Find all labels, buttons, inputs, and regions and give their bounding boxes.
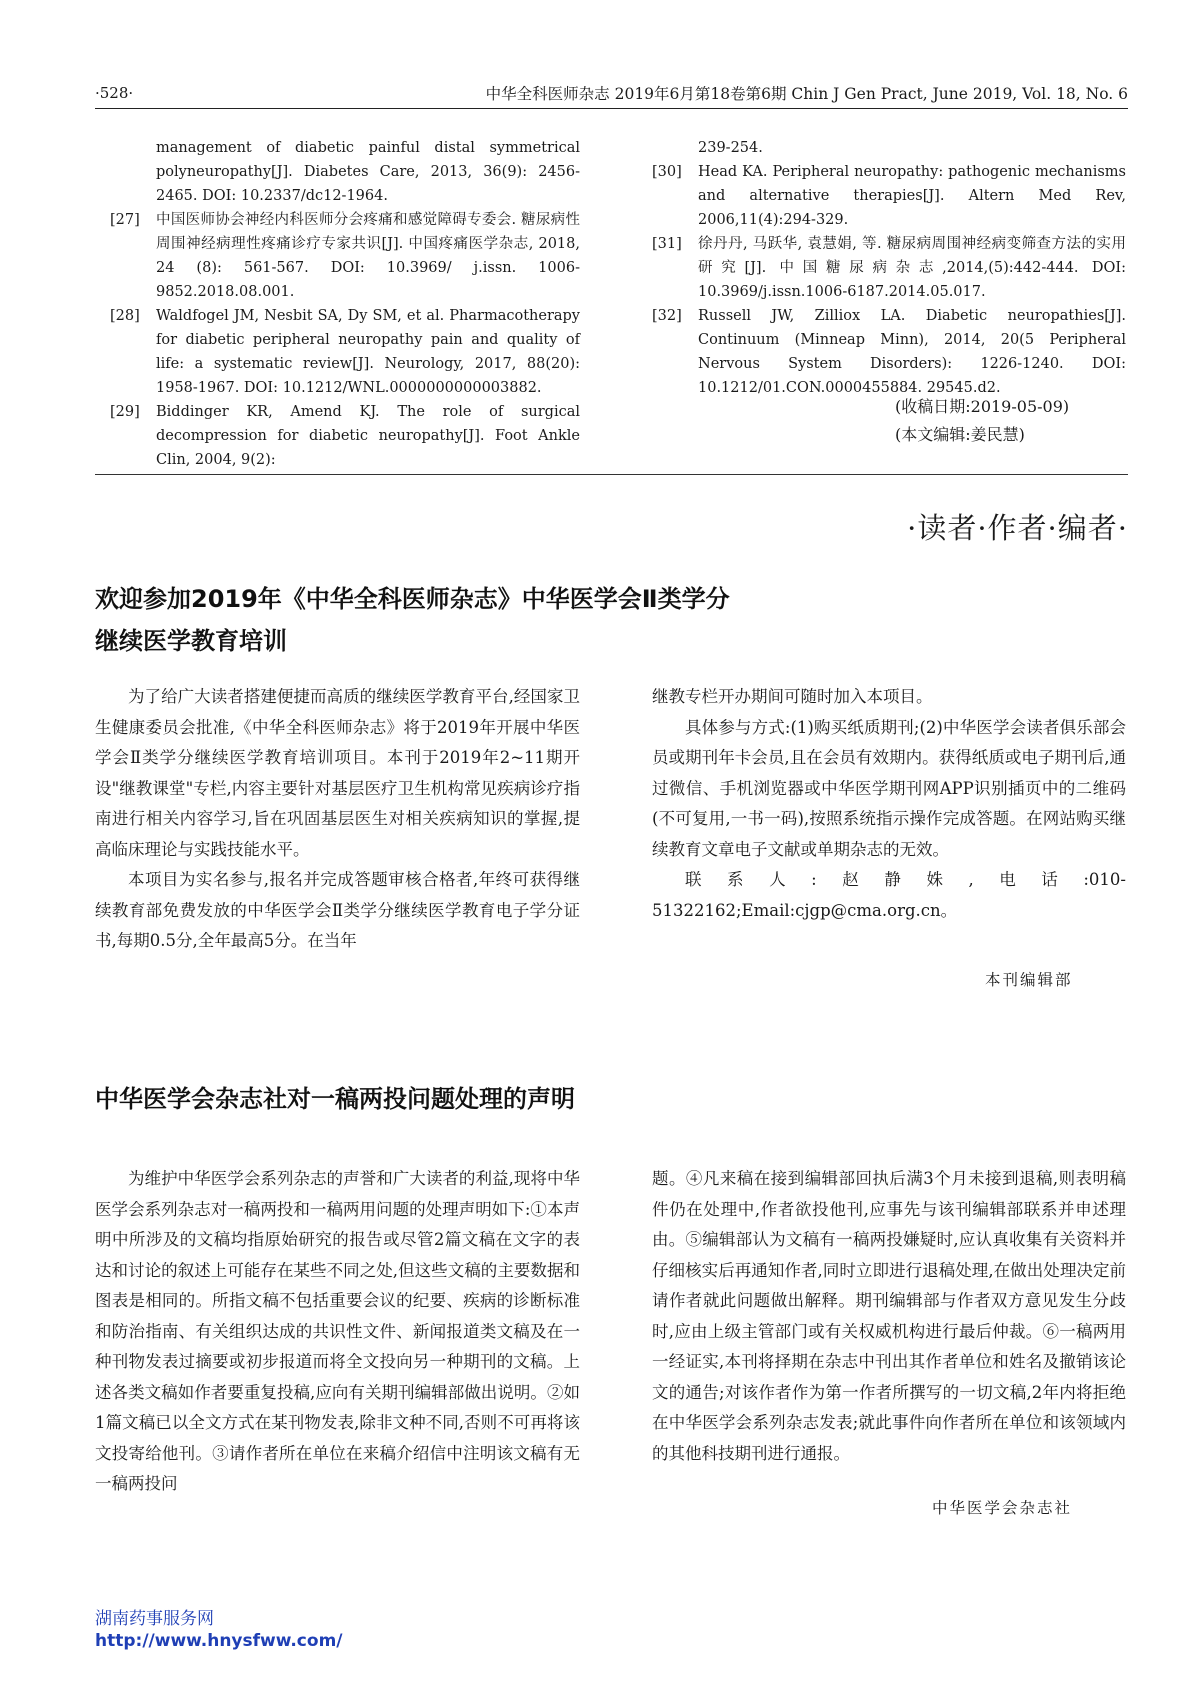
reference-text: Biddinger KR, Amend KJ. The role of surgical decompression for diabetic neuropathy[J]. Foot Ankle Clin, 2004, 9(2): [156, 404, 580, 468]
reference-number: [32] [652, 308, 682, 324]
watermark [95, 1608, 343, 1652]
journal-header: 中华全科医师杂志 2019年6月第18卷第6期 Chin J Gen Pract, June 2019, Vol. 18, No. 6 [485, 85, 1128, 103]
reference-number: [28] [110, 308, 140, 324]
paragraph: 具体参与方式:(1)购买纸质期刊;(2)中华医学会读者俱乐部会员或期刊年卡会员,且在会员有效期内。获得纸质或电子期刊后,通过微信、手机浏览器或中华医学期刊网APP识别插页中的二维码(不可复用,一书一码),按照系统指示操作完成答题。在网站购买继续教育文章电子文献或单期杂志的无效。 [652, 717, 1126, 859]
reference-item [652, 232, 1126, 304]
reference-list-left [110, 136, 580, 472]
article-editor: (本文编辑:姜民慧) [895, 425, 1025, 444]
article1-title-line: 欢迎参加2019年《中华全科医师杂志》中华医学会Ⅱ类学分 [95, 585, 730, 613]
article2-signature: 中华医学会杂志社 [932, 1499, 1073, 1517]
reference-list-right [652, 136, 1126, 400]
section-label: ·读者·作者·编者· [907, 511, 1128, 545]
reference-text: management of diabetic painful distal symmetrical polyneuropathy[J]. Diabetes Care, 2013, 36(9): 2456-2465. DOI: 10.2337/dc12-1964. [156, 140, 580, 204]
article1-signature: 本刊编辑部 [985, 971, 1073, 989]
reference-text: 徐丹丹, 马跃华, 袁慧娟, 等. 糖尿病周围神经病变筛查方法的实用研究[J]. 中国糖尿病杂志,2014,(5):442-444. DOI: 10.3969/j.issn.1006-6187.2014.05.017. [698, 236, 1126, 300]
paragraph: 为维护中华医学会系列杂志的声誉和广大读者的利益,现将中华医学会系列杂志对一稿两投和一稿两用问题的处理声明如下:①本声明中所涉及的文稿均指原始研究的报告或尽管2篇文稿在文字的表达和讨论的叙述上可能存在某些不同之处,但这些文稿的主要数据和图表是相同的。所指文稿不包括重要会议的纪要、疾病的诊断标准和防治指南、有关组织达成的共识性文件、新闻报道类文稿及在一种刊物发表过摘要或初步报道而将全文投向另一种期刊的文稿。上述各类文稿如作者要重复投稿,应向有关期刊编辑部做出说明。②如1篇文稿已以全文方式在某刊物发表,除非文种不同,否则不可再将该文投寄给他刊。③请作者所在单位在来稿介绍信中注明该文稿有无一稿两投问 [95, 1169, 580, 1493]
article2-title: 中华医学会杂志社对一稿两投问题处理的声明 [95, 1085, 575, 1113]
reference-item [652, 160, 1126, 232]
reference-item [110, 208, 580, 304]
header-rule [95, 108, 1128, 109]
reference-item [110, 136, 580, 208]
reference-text: Waldfogel JM, Nesbit SA, Dy SM, et al. Pharmacotherapy for diabetic peripheral neuropathy pain and quality of life: a systematic review[J]. Neurology, 2017, 88(20): 1958-1967. DOI: 10.1212/WNL.0000000000003882. [156, 308, 580, 396]
paragraph: 联系人:赵静姝,电话:010-51322162;Email:cjgp@cma.org.cn。 [652, 870, 1126, 920]
article1-right-column [652, 682, 1126, 926]
reference-text: Russell JW, Zilliox LA. Diabetic neuropathies[J]. Continuum (Minneap Minn), 2014, 20(5 Peripheral Nervous System Disorders): 1226-1240. DOI: 10.1212/01.CON.0000455884. 29545.d2. [698, 308, 1126, 396]
reference-item [652, 136, 1126, 160]
paragraph: 为了给广大读者搭建便捷而高质的继续医学教育平台,经国家卫生健康委员会批准,《中华全科医师杂志》将于2019年开展中华医学会Ⅱ类学分继续医学教育培训项目。本刊于2019年2~11期开设"继教课堂"专栏,内容主要针对基层医疗卫生机构常见疾病诊疗指南进行相关内容学习,旨在巩固基层医生对相关疾病知识的掌握,提高临床理论与实践技能水平。 [95, 687, 580, 859]
reference-text: Head KA. Peripheral neuropathy: pathogenic mechanisms and alternative therapies[J]. Altern Med Rev, 2006,11(4):294-329. [698, 164, 1126, 228]
reference-item [110, 304, 580, 400]
reference-number: [31] [652, 236, 682, 252]
received-info [895, 393, 1069, 449]
watermark-url[interactable]: http://www.hnysfww.com/ [95, 1631, 343, 1651]
reference-number: [27] [110, 212, 140, 228]
page-number: ·528· [95, 84, 134, 102]
article1-left-column [95, 682, 580, 957]
section-divider [95, 474, 1128, 475]
watermark-name: 湖南药事服务网 [95, 1609, 214, 1629]
received-date: (收稿日期:2019-05-09) [895, 397, 1070, 416]
reference-number: [30] [652, 164, 682, 180]
article2-right-column [652, 1164, 1126, 1469]
reference-number: [29] [110, 404, 140, 420]
article2-left-column [95, 1164, 580, 1500]
reference-item [652, 304, 1126, 400]
reference-item [110, 400, 580, 472]
paragraph: 本项目为实名参与,报名并完成答题审核合格者,年终可获得继续教育部免费发放的中华医学会Ⅱ类学分继续医学教育电子学分证书,每期0.5分,全年最高5分。在当年 [95, 870, 580, 950]
article1-title [95, 578, 1095, 662]
reference-text: 239-254. [698, 140, 763, 156]
paragraph-continuation: 题。④凡来稿在接到编辑部回执后满3个月未接到退稿,则表明稿件仍在处理中,作者欲投他刊,应事先与该刊编辑部联系并申述理由。⑤编辑部认为文稿有一稿两投嫌疑时,应认真收集有关资料并仔细核实后再通知作者,同时立即进行退稿处理,在做出处理决定前请作者就此问题做出解释。期刊编辑部与作者双方意见发生分歧时,应由上级主管部门或有关权威机构进行最后仲裁。⑥一稿两用一经证实,本刊将择期在杂志中刊出其作者单位和姓名及撤销该论文的通告;对该作者作为第一作者所撰写的一切文稿,2年内将拒绝在中华医学会系列杂志发表;就此事件向作者所在单位和该领域内的其他科技期刊进行通报。 [652, 1169, 1126, 1463]
reference-text: 中国医师协会神经内科医师分会疼痛和感觉障碍专委会. 糖尿病性周围神经病理性疼痛诊疗专家共识[J]. 中国疼痛医学杂志, 2018, 24 (8): 561-567. DOI: 10.3969/ j.issn. 1006-9852.2018.08.001. [156, 212, 580, 300]
paragraph-continuation: 继教专栏开办期间可随时加入本项目。 [652, 687, 933, 706]
article1-title-line: 继续医学教育培训 [95, 627, 287, 655]
